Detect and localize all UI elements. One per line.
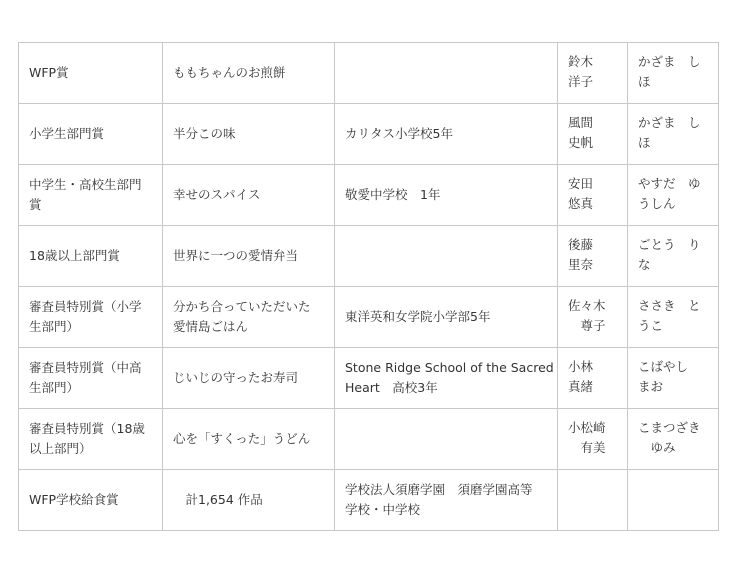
name-cell <box>558 226 628 287</box>
title-text: ももちゃんのお煎餅 <box>173 65 286 80</box>
name-text: 真緒 <box>568 379 594 394</box>
reading-text: かざま し <box>638 54 701 69</box>
reading-text: ささき と <box>638 298 701 313</box>
title-cell <box>163 287 335 348</box>
name-text: 安田 <box>568 176 594 191</box>
reading-cell <box>628 43 719 104</box>
table-row <box>19 348 719 409</box>
reading-text: ごとう り <box>638 237 701 252</box>
reading-text: な <box>638 257 651 272</box>
name-text: 佐々木 <box>568 298 606 313</box>
award-cell <box>19 287 163 348</box>
table-row <box>19 43 719 104</box>
reading-cell <box>628 409 719 470</box>
name-text: 風間 <box>568 115 594 130</box>
name-text: 小松崎 <box>568 420 606 435</box>
reading-text: やすだ ゆ <box>638 176 701 191</box>
reading-cell <box>628 348 719 409</box>
table-row <box>19 470 719 531</box>
table-row <box>19 287 719 348</box>
table-row <box>19 226 719 287</box>
title-text: 世界に一つの愛情弁当 <box>173 248 299 263</box>
school-text: 東洋英和女学院小学部5年 <box>345 309 491 324</box>
award-text: 生部門） <box>29 319 80 334</box>
name-text: 里奈 <box>568 257 594 272</box>
reading-text: ほ <box>638 74 651 89</box>
reading-cell <box>628 226 719 287</box>
name-text: 有美 <box>568 440 606 455</box>
title-text: 計1,654 作品 <box>173 492 263 507</box>
name-text: 鈴木 <box>568 54 594 69</box>
name-text: 尊子 <box>568 318 606 333</box>
table-row <box>19 104 719 165</box>
reading-text: うしん <box>638 196 676 211</box>
title-cell <box>163 348 335 409</box>
title-text: 幸せのスパイス <box>173 187 261 202</box>
awards-table <box>18 42 719 531</box>
reading-cell <box>628 470 719 531</box>
reading-text: うこ <box>638 318 664 333</box>
school-cell <box>335 104 558 165</box>
title-text: じいじの守ったお寿司 <box>173 370 299 385</box>
name-cell <box>558 409 628 470</box>
award-text: 以上部門） <box>29 441 92 456</box>
award-cell <box>19 470 163 531</box>
reading-text: こまつざき <box>638 420 701 435</box>
name-cell <box>558 470 628 531</box>
name-text: 史帆 <box>568 135 594 150</box>
award-cell <box>19 348 163 409</box>
table-row <box>19 409 719 470</box>
title-text: 分かち合っていただいた <box>173 299 311 314</box>
title-cell <box>163 165 335 226</box>
award-text: 小学生部門賞 <box>29 126 105 141</box>
award-cell <box>19 43 163 104</box>
name-text: 後藤 <box>568 237 594 252</box>
name-text: 悠真 <box>568 196 594 211</box>
school-text: 敬愛中学校 1年 <box>345 187 441 202</box>
name-cell <box>558 104 628 165</box>
table-row <box>19 165 719 226</box>
award-cell <box>19 165 163 226</box>
title-cell <box>163 43 335 104</box>
title-text: 愛情島ごはん <box>173 319 249 334</box>
school-text: 学校・中学校 <box>345 502 421 517</box>
title-cell <box>163 409 335 470</box>
award-cell <box>19 104 163 165</box>
award-text: WFP学校給食賞 <box>29 492 119 507</box>
reading-cell <box>628 165 719 226</box>
school-cell <box>335 409 558 470</box>
school-text: Stone Ridge School of the Sacred <box>345 360 554 375</box>
awards-table-body <box>19 43 719 531</box>
award-text: 審査員特別賞（小学 <box>29 299 142 314</box>
reading-text: まお <box>638 379 664 394</box>
title-cell <box>163 470 335 531</box>
reading-cell <box>628 287 719 348</box>
award-text: 審査員特別賞（18歳 <box>29 421 145 436</box>
school-text: カリタス小学校5年 <box>345 126 453 141</box>
reading-cell <box>628 104 719 165</box>
school-cell <box>335 287 558 348</box>
award-text: WFP賞 <box>29 65 69 80</box>
name-cell <box>558 287 628 348</box>
award-cell <box>19 409 163 470</box>
school-cell <box>335 470 558 531</box>
award-text: 賞 <box>29 197 42 212</box>
name-cell <box>558 165 628 226</box>
reading-text: ゆみ <box>638 440 676 455</box>
school-text: 学校法人須磨学園 須磨学園高等 <box>345 482 533 497</box>
award-text: 18歳以上部門賞 <box>29 248 120 263</box>
school-text: Heart 高校3年 <box>345 380 438 395</box>
title-cell <box>163 104 335 165</box>
school-cell <box>335 165 558 226</box>
name-text: 洋子 <box>568 74 594 89</box>
school-cell <box>335 43 558 104</box>
school-cell <box>335 348 558 409</box>
award-text: 審査員特別賞（中高 <box>29 360 142 375</box>
name-cell <box>558 43 628 104</box>
award-text: 中学生・高校生部門 <box>29 177 142 192</box>
title-text: 心を「すくった」うどん <box>173 431 311 446</box>
name-cell <box>558 348 628 409</box>
title-text: 半分この味 <box>173 126 236 141</box>
reading-text: かざま し <box>638 115 701 130</box>
award-text: 生部門） <box>29 380 80 395</box>
school-cell <box>335 226 558 287</box>
reading-text: こばやし <box>638 359 689 374</box>
name-text: 小林 <box>568 359 594 374</box>
award-cell <box>19 226 163 287</box>
title-cell <box>163 226 335 287</box>
reading-text: ほ <box>638 135 651 150</box>
